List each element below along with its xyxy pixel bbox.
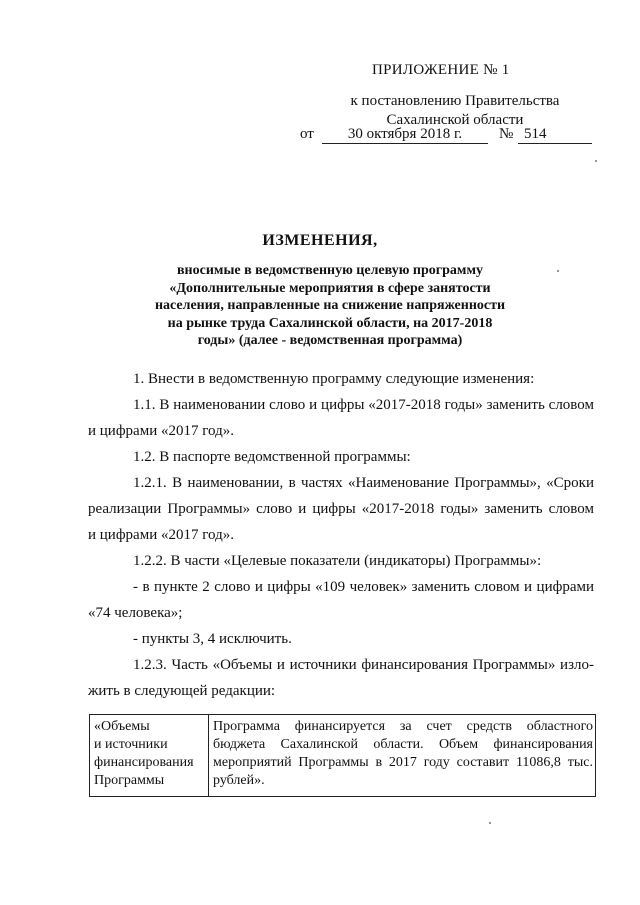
table-column-divider [208,715,209,796]
body-paragraph-line: 1.1. В наименовании слово и цифры «2017-2018 годы» заменить словом [133,397,594,413]
subtitle-line: населения, направленные на снижение напряженности [154,298,506,314]
table-cell-value [213,718,593,790]
subtitle-line: на рынке труда Сахалинской области, на 2017-2018 [167,315,493,331]
table-cell-label [94,718,206,790]
annex-title: ПРИЛОЖЕНИЕ № 1 [372,62,510,78]
table-cell-line: «Объемы [94,719,150,734]
from-word: от [300,126,314,142]
body-paragraph-line: 1.2. В паспорте ведомственной программы: [133,449,411,465]
body-paragraph-line: «74 человека»; [88,605,183,621]
body-paragraph-line: 1.2.1. В наименовании, в частях «Наименование Программы», «Сроки [133,475,594,491]
document-title: ИЗМЕНЕНИЯ, [262,232,378,249]
table-cell-line: Программа финансируется за счет средств областного [213,719,593,734]
annex-resolution-line: к постановлению Правительства [350,93,560,109]
subtitle-line: годы» (далее - ведомственная программа) [197,333,463,349]
table-cell-line: Программы [94,773,165,788]
body-paragraph-line: реализации Программы» слово и цифры «2017-2018 годы» заменить словом [88,501,594,517]
body-paragraph-line: жить в следующей редакции: [88,683,276,699]
scan-speck [595,160,597,162]
subtitle-line: вносимые в ведомственную целевую программу [177,263,483,278]
resolution-date: 30 октября 2018 г. [322,126,488,144]
annex-resolution-line: Сахалинской области [386,112,524,128]
table-cell-line: финансирования [94,755,194,770]
body-paragraph-line: и цифрами «2017 год». [88,423,234,439]
scan-speck [557,270,559,272]
table-cell-line: и источники [94,737,168,752]
body-paragraph-line: и цифрами «2017 год». [88,527,234,543]
scan-speck [489,822,491,824]
body-paragraph-line: 1. Внести в ведомственную программу следующие изменения: [133,371,535,387]
financing-table [89,714,596,797]
document-subtitle [140,262,520,350]
subtitle-line: «Дополнительные мероприятия в сфере занятости [169,280,491,296]
table-cell-line: бюджета Сахалинской области. Объем финансирования [213,737,593,752]
table-cell-line: мероприятий Программы в 2017 году составит 11086,8 тыс. [213,755,593,770]
table-cell-line: рублей». [213,773,265,788]
resolution-number: 514 [518,126,592,144]
body-paragraph-line: 1.2.2. В части «Целевые показатели (индикаторы) Программы»: [133,553,542,569]
annex-resolution-reference [330,92,580,130]
body-paragraph-line: - в пункте 2 слово и цифры «109 человек» заменить словом и цифрами [133,579,594,595]
body-paragraph-line: - пункты 3, 4 исключить. [133,631,292,647]
body-paragraph-line: 1.2.3. Часть «Объемы и источники финансирования Программы» изло- [133,657,594,673]
number-sign: № [499,126,514,142]
